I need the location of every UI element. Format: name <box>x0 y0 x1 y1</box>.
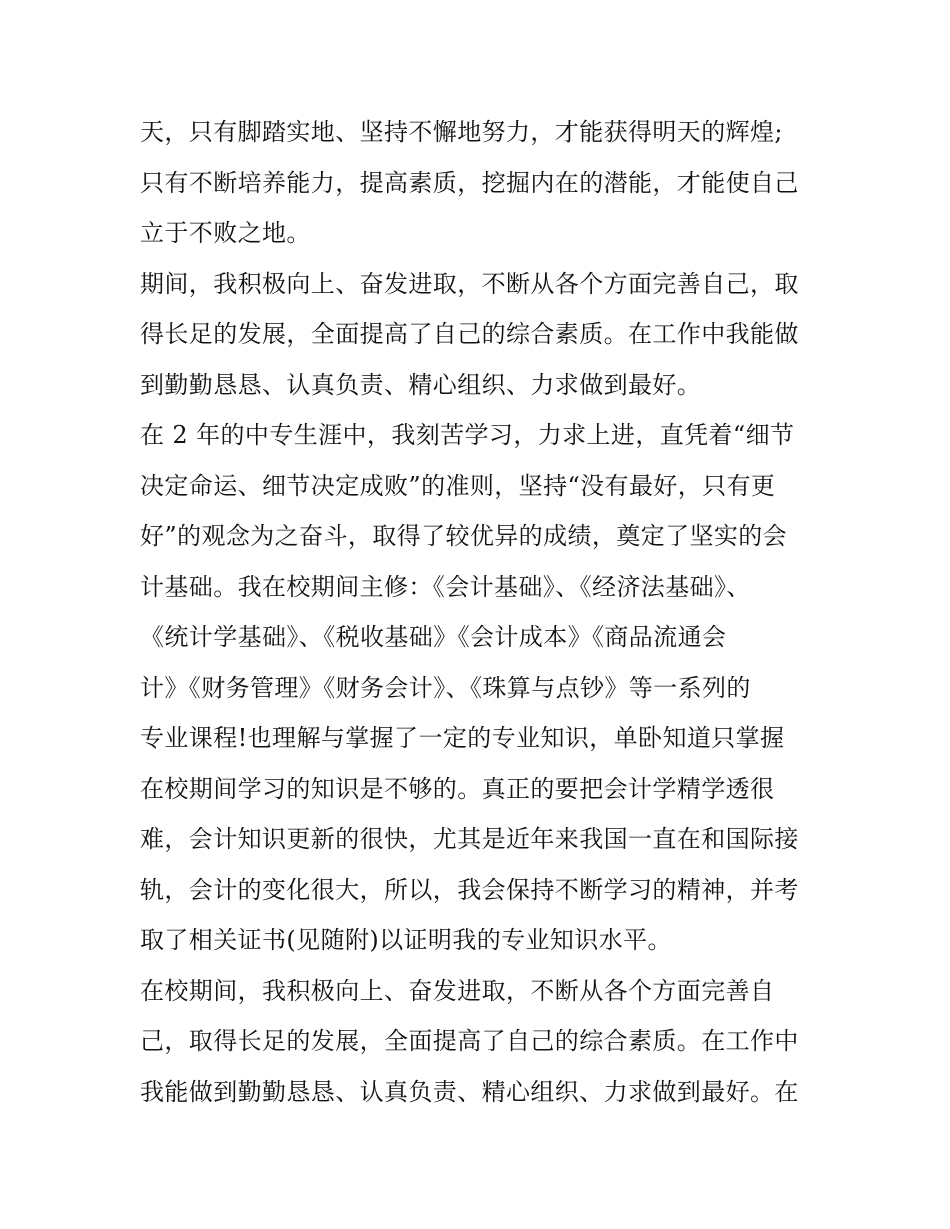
text-line: 决定命运、细节决定成败”的准则，坚持“没有最好，只有更 <box>140 471 776 500</box>
text-line: 在校期间学习的知识是不够的。真正的要把会计学精学透很 <box>140 774 775 803</box>
text-line: 《统计学基础》、《税收基础》《会计成本》《商品流通会 <box>140 623 727 651</box>
document-body <box>140 107 820 1117</box>
text-line: 得长足的发展，全面提高了自己的综合素质。在工作中我能做 <box>140 320 799 348</box>
text-line: 立于不败之地。 <box>140 219 311 247</box>
text-line: 计基础。我在校期间主修：《会计基础》、《经济法基础》、 <box>140 572 751 601</box>
text-line: 只有不断培养能力，提高素质，挖掘内在的潜能，才能使自己 <box>140 168 799 197</box>
text-line: 计》《财务管理》《财务会计》、《珠算与点钞》等一系列的 <box>140 673 751 702</box>
text-line: 取了相关证书(见随附)以证明我的专业知识水平。 <box>140 926 672 954</box>
text-line: 期间，我积极向上、奋发进取，不断从各个方面完善自己，取 <box>140 269 799 298</box>
text-line: 在校期间，我积极向上、奋发进取，不断从各个方面完善自 <box>140 976 775 1005</box>
text-line: 难，会计知识更新的很快，尤其是近年来我国一直在和国际接 <box>140 825 799 853</box>
text-line: 天，只有脚踏实地、坚持不懈地努力，才能获得明天的辉煌; <box>140 118 783 146</box>
text-line: 己，取得长足的发展，全面提高了自己的综合素质。在工作中 <box>140 1027 799 1055</box>
text-line: 好”的观念为之奋斗，取得了较优异的成绩，奠定了坚实的会 <box>140 522 788 550</box>
text-line: 专业课程!也理解与掌握了一定的专业知识，单卧知道只掌握 <box>140 724 785 752</box>
text-line: 到勤勤恳恳、认真负责、精心组织、力求做到最好。 <box>140 370 702 399</box>
text-line: 轨，会计的变化很大，所以，我会保持不断学习的精神，并考 <box>140 875 799 904</box>
text-line: 我能做到勤勤恳恳、认真负责、精心组织、力求做到最好。在 <box>140 1077 799 1106</box>
text-line: 在 2 年的中专生涯中，我刻苦学习，力求上进，直凭着“细节 <box>140 421 795 449</box>
